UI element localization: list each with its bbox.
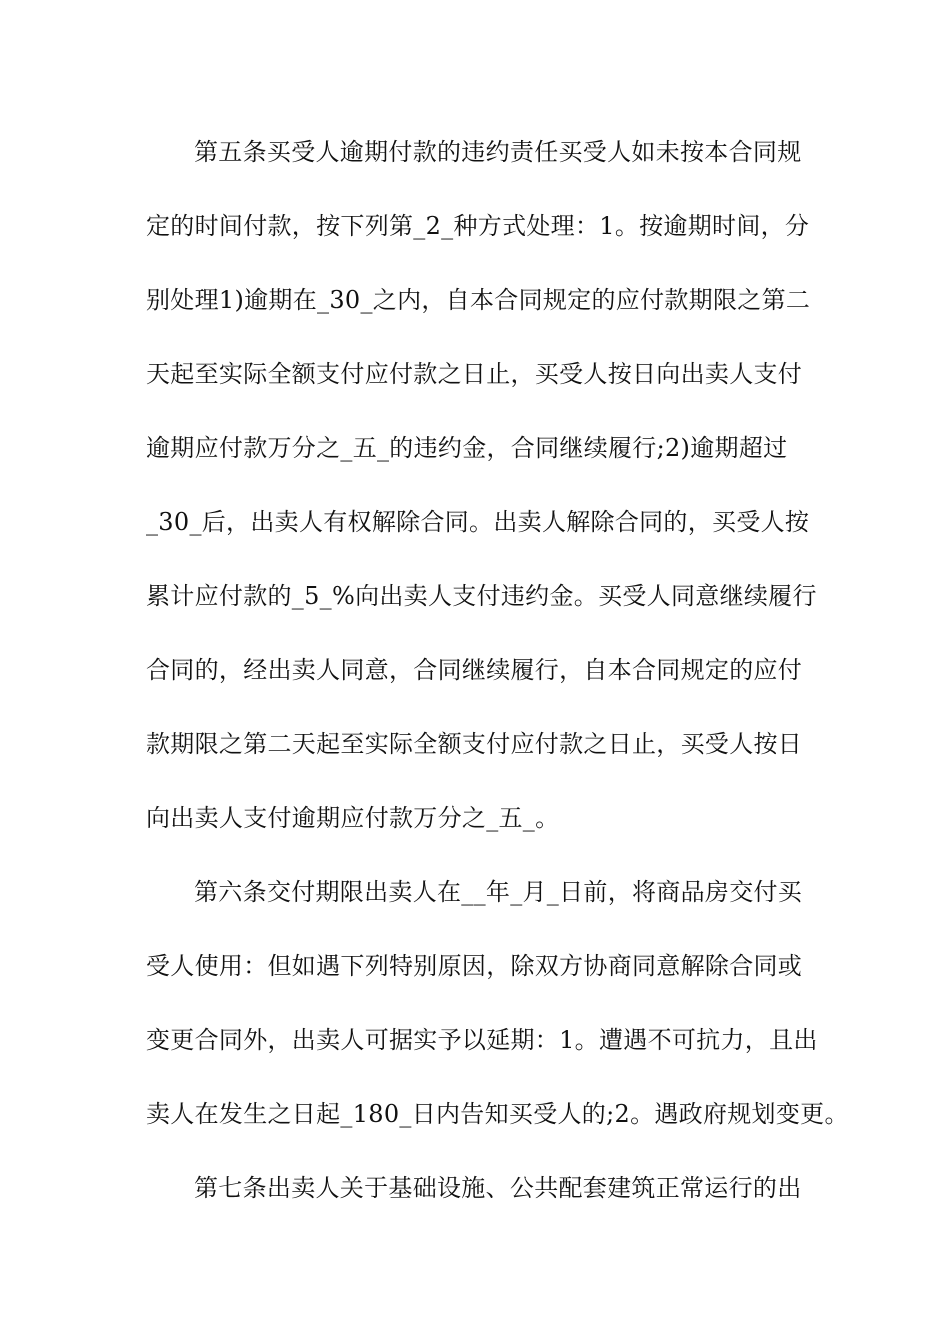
paragraph-5-line-3: 别处理1)逾期在_30_之内，自本合同规定的应付款期限之第二 [146,286,811,314]
paragraph-7-line-1: 第七条出卖人关于基础设施、公共配套建筑正常运行的出 [194,1174,802,1202]
paragraph-5-line-1: 第五条买受人逾期付款的违约责任买受人如未按本合同规 [194,138,802,166]
paragraph-5-line-9: 款期限之第二天起至实际全额支付应付款之日止，买受人按日 [146,730,803,758]
paragraph-6-line-1: 第六条交付期限出卖人在__年_月_日前，将商品房交付买 [194,878,803,906]
paragraph-5-line-8: 合同的，经出卖人同意，合同继续履行，自本合同规定的应付 [146,656,803,684]
paragraph-5-line-10: 向出卖人支付逾期应付款万分之_五_。 [146,804,560,832]
paragraph-5-line-4: 天起至实际全额支付应付款之日止，买受人按日向出卖人支付 [146,360,803,388]
paragraph-5-line-6: _30_后，出卖人有权解除合同。出卖人解除合同的，买受人按 [146,508,810,536]
paragraph-5-line-5: 逾期应付款万分之_五_的违约金，合同继续履行;2)逾期超过 [146,434,788,462]
paragraph-5-line-7: 累计应付款的_5_%向出卖人支付违约金。买受人同意继续履行 [146,582,817,610]
paragraph-6-line-3: 变更合同外，出卖人可据实予以延期：1。遭遇不可抗力，且出 [146,1026,818,1054]
paragraph-5-line-2: 定的时间付款，按下列第_2_种方式处理：1。按逾期时间，分 [146,212,810,240]
paragraph-6-line-4: 卖人在发生之日起_180_日内告知买受人的;2。遇政府规划变更。 [146,1100,849,1128]
paragraph-6-line-2: 受人使用：但如遇下列特别原因，除双方协商同意解除合同或 [146,952,803,980]
